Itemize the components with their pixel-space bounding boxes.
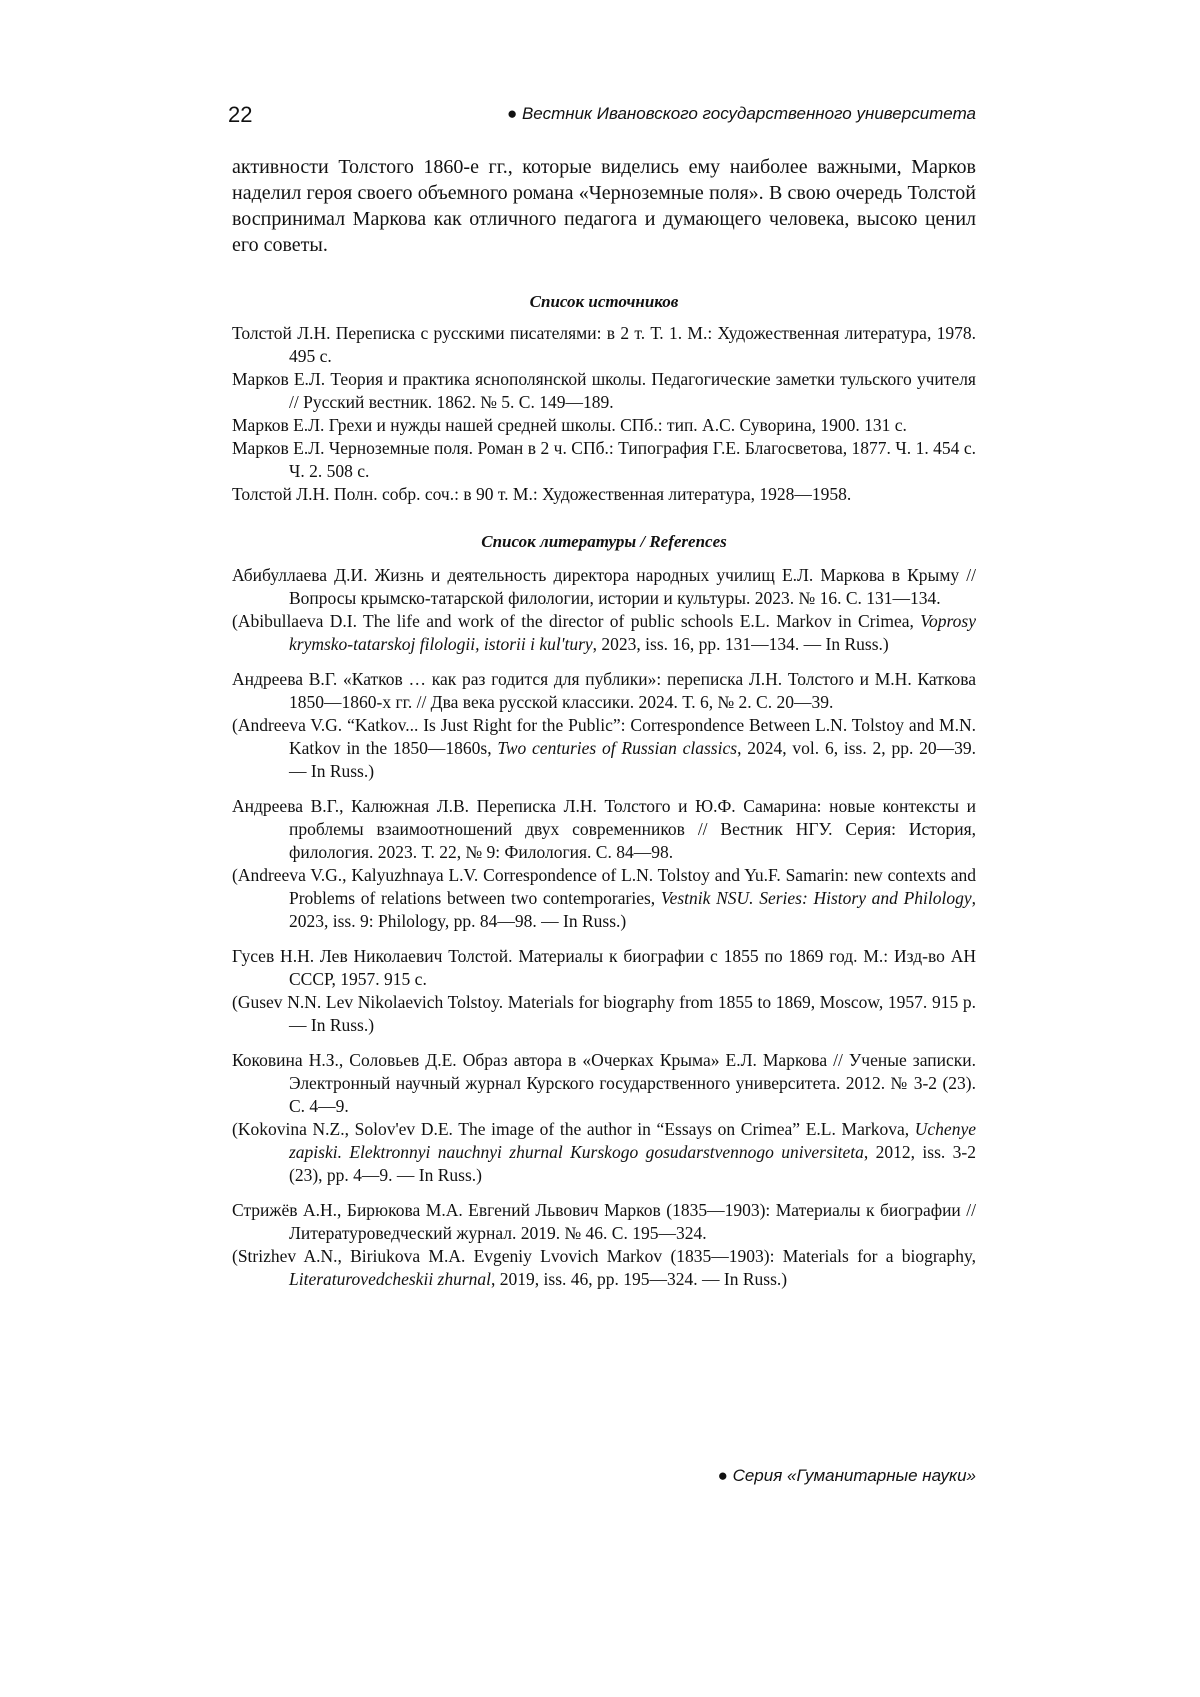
reference-entry — [232, 668, 976, 783]
reference-ru: Андреева В.Г., Калюжная Л.В. Переписка Л.Н. Толстого и Ю.Ф. Самарина: новые контексты и проблемы взаимоотношений двух современников // Вестник НГУ. Серия: История, филология. 2023. Т. 22, № 9: Филология. С. 84—98. — [232, 795, 976, 864]
reference-entry — [232, 1049, 976, 1187]
reference-ru: Абибуллаева Д.И. Жизнь и деятельность директора народных училищ Е.Л. Маркова в Крыму // Вопросы крымско-татарской филологии, истории и культуры. 2023. № 16. С. 131—134. — [232, 564, 976, 610]
reference-en: (Andreeva V.G., Kalyuzhnaya L.V. Correspondence of L.N. Tolstoy and Yu.F. Samarin: new contexts and Problems of relations between two contemporaries, Vestnik NSU. Series: History and Philology, 2023, iss. 9: Philology, pp. 84—98. — In Russ.) — [232, 864, 976, 933]
page-number: 22 — [228, 102, 252, 128]
reference-entry — [232, 795, 976, 933]
source-item: Марков Е.Л. Теория и практика яснополянской школы. Педагогические заметки тульского учителя // Русский вестник. 1862. № 5. С. 149—189. — [232, 368, 976, 414]
reference-ru: Андреева В.Г. «Катков … как раз годится для публики»: переписка Л.Н. Толстого и М.Н. Каткова 1850—1860-х гг. // Два века русской классики. 2024. Т. 6, № 2. С. 20—39. — [232, 668, 976, 714]
reference-en: (Andreeva V.G. “Katkov... Is Just Right for the Public”: Correspondence Between L.N. Tolstoy and M.N. Katkov in the 1850—1860s, Two centuries of Russian classics, 2024, vol. 6, iss. 2, pp. 20—39. — In Russ.) — [232, 714, 976, 783]
running-head-journal: ● Вестник Ивановского государственного университета — [507, 104, 976, 124]
reference-ru: Гусев Н.Н. Лев Николаевич Толстой. Материалы к биографии с 1855 по 1869 год. М.: Изд-во АН СССР, 1957. 915 с. — [232, 945, 976, 991]
running-foot-series: ● Серия «Гуманитарные науки» — [718, 1466, 976, 1486]
source-item: Марков Е.Л. Грехи и нужды нашей средней школы. СПб.: тип. А.С. Суворина, 1900. 131 с. — [232, 414, 976, 437]
journal-page — [0, 0, 1200, 1697]
source-item: Толстой Л.Н. Полн. собр. соч.: в 90 т. М.: Художественная литература, 1928—1958. — [232, 483, 976, 506]
reference-ru: Стрижёв А.Н., Бирюкова М.А. Евгений Львович Марков (1835—1903): Материалы к биографии // Литературоведческий журнал. 2019. № 46. С. 195—324. — [232, 1199, 976, 1245]
source-item: Марков Е.Л. Черноземные поля. Роман в 2 ч. СПб.: Типография Г.Е. Благосветова, 1877. Ч. 1. 454 с. Ч. 2. 508 с. — [232, 437, 976, 483]
reference-en: (Kokovina N.Z., Solov'ev D.E. The image of the author in “Essays on Crimea” E.L. Markova, Uchenye zapiski. Elektronnyi nauchnyi zhurnal Kurskogo gosudarstvennogo universiteta, 2012, iss. 3-2 (23), pp. 4—9. — In Russ.) — [232, 1118, 976, 1187]
references-list — [232, 564, 976, 1291]
reference-en: (Abibullaeva D.I. The life and work of the director of public schools E.L. Markov in Crimea, Voprosy krymsko-tatarskoj filologii, istorii i kul'tury, 2023, iss. 16, pp. 131—134. — In Russ.) — [232, 610, 976, 656]
sources-list — [232, 322, 976, 506]
source-item: Толстой Л.Н. Переписка с русскими писателями: в 2 т. Т. 1. М.: Художественная литература, 1978. 495 с. — [232, 322, 976, 368]
reference-entry — [232, 564, 976, 656]
reference-entry — [232, 945, 976, 1037]
references-heading: Список литературы / References — [232, 532, 976, 552]
reference-entry — [232, 1199, 976, 1291]
reference-en: (Strizhev A.N., Biriukova M.A. Evgeniy Lvovich Markov (1835—1903): Materials for a biography, Literaturovedcheskii zhurnal, 2019, iss. 46, pp. 195—324. — In Russ.) — [232, 1245, 976, 1291]
reference-ru: Коковина Н.З., Соловьев Д.Е. Образ автора в «Очерках Крыма» Е.Л. Маркова // Ученые записки. Электронный научный журнал Курского государственного университета. 2012. № 3-2 (23). С. 4—9. — [232, 1049, 976, 1118]
reference-en: (Gusev N.N. Lev Nikolaevich Tolstoy. Materials for biography from 1855 to 1869, Moscow, 1957. 915 p. — In Russ.) — [232, 991, 976, 1037]
body-paragraph: активности Толстого 1860-е гг., которые виделись ему наиболее важными, Марков наделил героя своего объемного романа «Черноземные поля». В свою очередь Толстой воспринимал Маркова как отличного педагога и думающего человека, высоко ценил его советы. — [232, 154, 976, 258]
sources-heading: Список источников — [232, 292, 976, 312]
